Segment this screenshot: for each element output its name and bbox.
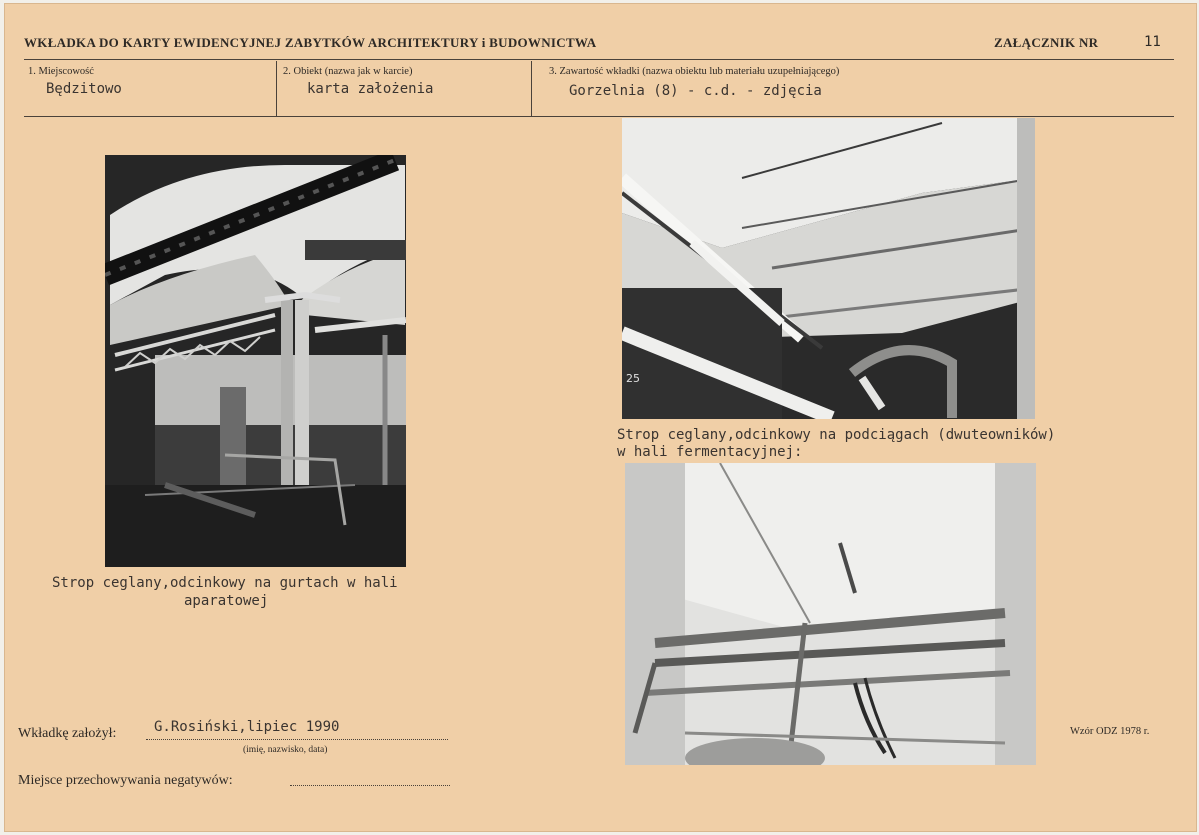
caption-left-line1: Strop ceglany,odcinkowy na gurtach w hali (52, 575, 398, 591)
created-by-value: G.Rosiński,lipiec 1990 (154, 719, 340, 735)
annex-number: 11 (1144, 34, 1161, 50)
created-by-line (146, 739, 448, 740)
caption-left-line2: aparatowej (184, 593, 269, 609)
caption-right-line1: Strop ceglany,odcinkowy na podciągach (dwuteowników) (617, 427, 1056, 443)
photo-apparatus-hall (105, 155, 406, 567)
photo-ceiling-beams (625, 463, 1036, 765)
field-divider (531, 61, 532, 116)
created-by-hint: (imię, nazwisko, data) (243, 745, 328, 755)
negatives-line (290, 785, 450, 786)
object-label: 2. Obiekt (nazwa jak w karcie) (283, 66, 413, 77)
inventory-card (4, 3, 1197, 832)
form-label: Wzór ODZ 1978 r. (1070, 726, 1150, 737)
photo-fermentation-ceiling (622, 118, 1035, 419)
caption-right-line2: w hali fermentacyjnej: (617, 444, 803, 460)
fields-rule (24, 116, 1174, 117)
negatives-label: Miejsce przechowywania negatywów: (18, 773, 233, 788)
field-divider (276, 61, 277, 116)
created-by-label: Wkładkę założył: (18, 726, 117, 741)
content-value: Gorzelnia (8) - c.d. - zdjęcia (569, 83, 822, 99)
place-value: Będzitowo (46, 81, 122, 97)
pipe-marking: 25 (626, 372, 640, 385)
header-rule (24, 59, 1174, 60)
annex-label: ZAŁĄCZNIK NR (994, 35, 1099, 50)
object-value: karta założenia (307, 81, 434, 97)
card-title: WKŁADKA DO KARTY EWIDENCYJNEJ ZABYTKÓW ARCHITEKTURY i BUDOWNICTWA (24, 35, 597, 50)
content-label: 3. Zawartość wkładki (nazwa obiektu lub materiału uzupełniającego) (549, 66, 840, 77)
place-label: 1. Miejscowość (28, 66, 94, 77)
